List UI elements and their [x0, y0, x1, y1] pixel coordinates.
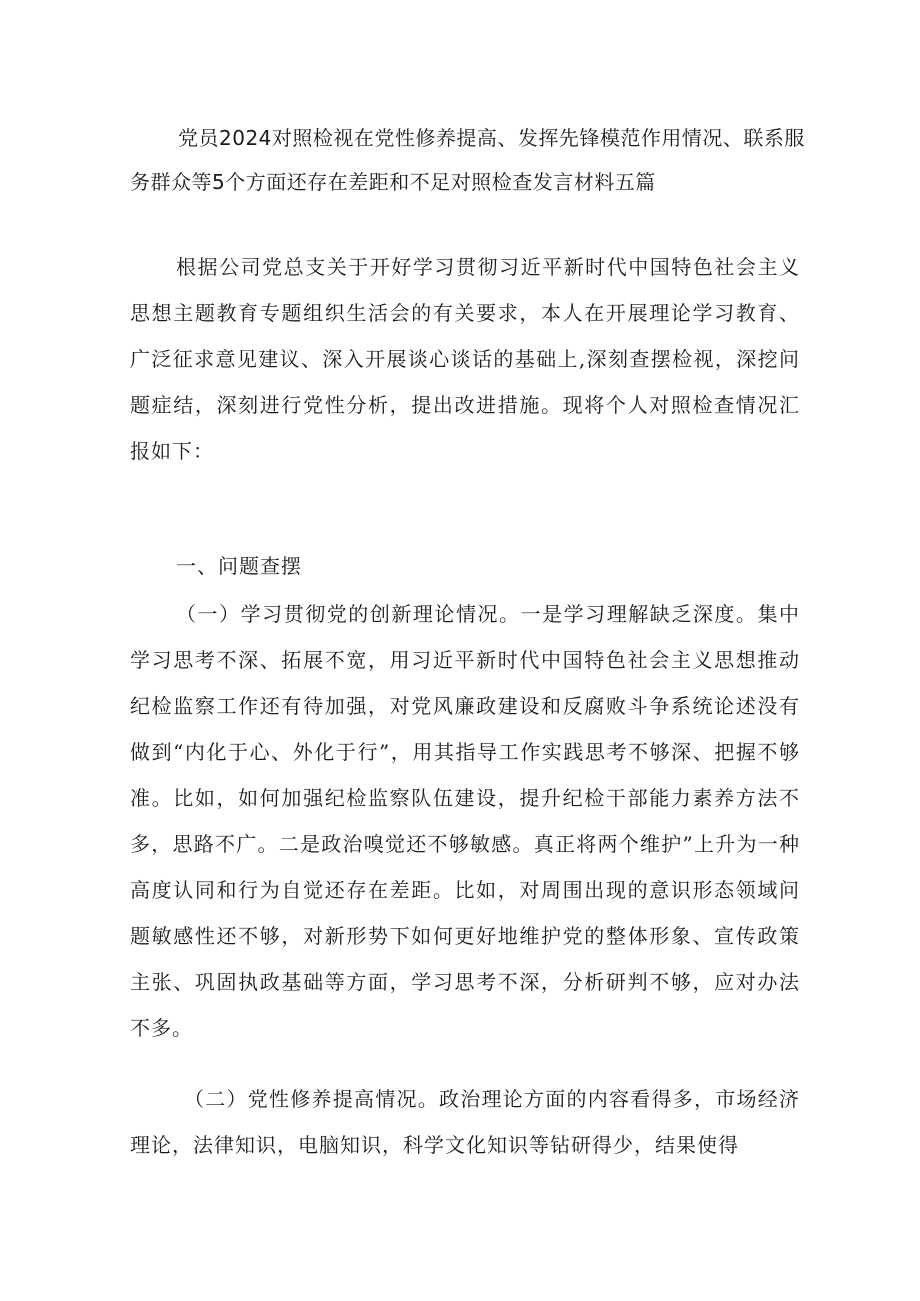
section-heading: 一、问题查摆 — [176, 554, 302, 578]
paragraph-party-spirit: （二）党性修养提高情况。政治理论方面的内容看得多，市场经济理论，法律知识，电脑知识，科学文化知识等钻研得少，结果使得 — [130, 1087, 800, 1157]
intro-paragraph: 根据公司党总支关于开好学习贯彻习近平新时代中国特色社会主义思想主题教育专题组织生活会的有关要求，本人在开展理论学习教育、广泛征求意见建议、深入开展谈心谈话的基础上,深刻查摆检视，深挖问题症结，深刻进行党性分析，提出改进措施。现将个人对照检查情况汇报如下： — [130, 255, 800, 463]
document-title: 党员2024对照检视在党性修养提高、发挥先锋模范作用情况、联系服务群众等5个方面还存在差距和不足对照检查发言材料五篇 — [130, 126, 805, 194]
paragraph-study-theory: （一）学习贯彻党的创新理论情况。一是学习理解缺乏深度。集中学习思考不深、拓展不宽，用习近平新时代中国特色社会主义思想推动纪检监察工作还有待加强，对党风廉政建设和反腐败斗争系统论述没有做到“内化于心、外化于行”，用其指导工作实践思考不够深、把握不够准。比如，如何加强纪检监察队伍建设，提升纪检干部能力素养方法不多，思路不广。二是政治嗅觉还不够敏感。真正将两个维护”上升为一种高度认同和行为自觉还存在差距。比如，对周围出现的意识形态领域问题敏感性还不够，对新形势下如何更好地维护党的整体形象、宣传政策主张、巩固执政基础等方面，学习思考不深，分析研判不够，应对办法不多。 — [130, 602, 800, 1040]
